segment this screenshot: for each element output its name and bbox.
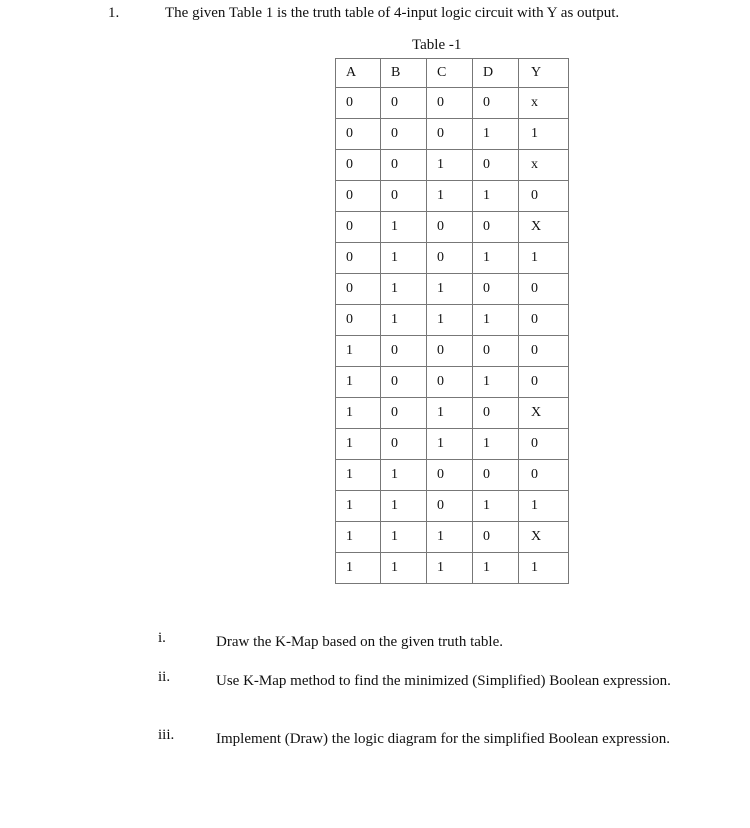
table-cell: 0 bbox=[381, 398, 427, 429]
table-cell: 0 bbox=[519, 274, 569, 305]
table-cell: 0 bbox=[427, 491, 473, 522]
table-cell: X bbox=[519, 522, 569, 553]
table-caption: Table -1 bbox=[412, 37, 462, 53]
question-number: 1. bbox=[108, 5, 120, 21]
table-cell: 1 bbox=[473, 429, 519, 460]
table-row bbox=[336, 181, 569, 212]
table-cell: 1 bbox=[519, 491, 569, 522]
table-row bbox=[336, 460, 569, 491]
subquestion-text: Use K-Map method to find the minimized (Simplified) Boolean expression. bbox=[216, 673, 671, 689]
table-cell: 0 bbox=[381, 150, 427, 181]
table-cell: 1 bbox=[473, 491, 519, 522]
table-cell: 0 bbox=[427, 367, 473, 398]
table-cell: 0 bbox=[427, 336, 473, 367]
table-cell: 0 bbox=[336, 181, 381, 212]
table-row bbox=[336, 305, 569, 336]
table-row bbox=[336, 88, 569, 119]
table-cell: 1 bbox=[336, 522, 381, 553]
table-cell: 1 bbox=[336, 367, 381, 398]
table-cell: 1 bbox=[336, 491, 381, 522]
table-cell: 1 bbox=[381, 243, 427, 274]
table-cell: x bbox=[519, 88, 569, 119]
table-cell: 0 bbox=[336, 150, 381, 181]
table-cell: 0 bbox=[473, 398, 519, 429]
table-cell: 0 bbox=[427, 119, 473, 150]
table-cell: 1 bbox=[336, 553, 381, 584]
table-row bbox=[336, 491, 569, 522]
table-cell: 1 bbox=[336, 460, 381, 491]
table-cell: 0 bbox=[519, 460, 569, 491]
table-cell: 1 bbox=[427, 181, 473, 212]
table-cell: 0 bbox=[473, 150, 519, 181]
table-cell: 1 bbox=[427, 553, 473, 584]
table-cell: 0 bbox=[473, 274, 519, 305]
table-row bbox=[336, 367, 569, 398]
table-cell: 1 bbox=[473, 553, 519, 584]
table-cell: 1 bbox=[473, 367, 519, 398]
table-cell: 0 bbox=[336, 243, 381, 274]
table-cell: 0 bbox=[519, 181, 569, 212]
table-cell: X bbox=[519, 212, 569, 243]
table-cell: 1 bbox=[427, 274, 473, 305]
table-cell: 0 bbox=[427, 88, 473, 119]
truth-table bbox=[335, 58, 569, 584]
table-cell: 0 bbox=[381, 88, 427, 119]
table-cell: 1 bbox=[381, 274, 427, 305]
table-cell: 1 bbox=[336, 398, 381, 429]
table-cell: 0 bbox=[473, 88, 519, 119]
table-cell: 0 bbox=[381, 429, 427, 460]
table-cell: 0 bbox=[381, 336, 427, 367]
table-row bbox=[336, 150, 569, 181]
table-cell: 1 bbox=[473, 305, 519, 336]
table-row bbox=[336, 398, 569, 429]
table-cell: 0 bbox=[336, 212, 381, 243]
table-row bbox=[336, 243, 569, 274]
table-cell: 1 bbox=[519, 119, 569, 150]
table-row bbox=[336, 119, 569, 150]
table-cell: 1 bbox=[381, 212, 427, 243]
table-cell: 0 bbox=[519, 367, 569, 398]
table-cell: 1 bbox=[473, 119, 519, 150]
header-cell: A bbox=[336, 59, 381, 88]
header-cell: B bbox=[381, 59, 427, 88]
table-cell: 1 bbox=[381, 553, 427, 584]
table-row bbox=[336, 336, 569, 367]
table-row bbox=[336, 274, 569, 305]
header-cell: D bbox=[473, 59, 519, 88]
table-cell: 0 bbox=[473, 460, 519, 491]
table-cell: 0 bbox=[336, 88, 381, 119]
table-cell: 1 bbox=[473, 243, 519, 274]
table-cell: 1 bbox=[381, 305, 427, 336]
table-row bbox=[336, 212, 569, 243]
table-cell: 0 bbox=[473, 336, 519, 367]
table-cell: 0 bbox=[381, 181, 427, 212]
table-cell: 1 bbox=[381, 491, 427, 522]
table-cell: 0 bbox=[336, 274, 381, 305]
table-cell: 0 bbox=[381, 119, 427, 150]
table-cell: 0 bbox=[427, 460, 473, 491]
table-cell: 1 bbox=[336, 336, 381, 367]
table-cell: 0 bbox=[427, 243, 473, 274]
question-text: The given Table 1 is the truth table of 4-input logic circuit with Y as output. bbox=[165, 5, 620, 21]
table-cell: 1 bbox=[427, 398, 473, 429]
table-header-row bbox=[336, 59, 569, 88]
table-cell: 0 bbox=[336, 119, 381, 150]
table-row bbox=[336, 429, 569, 460]
table-cell: 0 bbox=[519, 336, 569, 367]
table-cell: 0 bbox=[519, 429, 569, 460]
subquestion-text: Draw the K-Map based on the given truth table. bbox=[216, 634, 503, 650]
table-cell: 1 bbox=[473, 181, 519, 212]
table-cell: X bbox=[519, 398, 569, 429]
subquestion-number: i. bbox=[158, 630, 166, 646]
subquestion-number: ii. bbox=[158, 669, 171, 685]
table-cell: 1 bbox=[427, 150, 473, 181]
table-cell: 0 bbox=[473, 212, 519, 243]
table-cell: 0 bbox=[473, 522, 519, 553]
table-cell: 0 bbox=[381, 367, 427, 398]
table-cell: 0 bbox=[336, 305, 381, 336]
table-cell: 1 bbox=[519, 243, 569, 274]
table-cell: 0 bbox=[427, 212, 473, 243]
table-cell: 1 bbox=[519, 553, 569, 584]
subquestion-number: iii. bbox=[158, 727, 175, 743]
table-cell: 1 bbox=[427, 429, 473, 460]
table-row bbox=[336, 522, 569, 553]
table-cell: 0 bbox=[519, 305, 569, 336]
table-cell: x bbox=[519, 150, 569, 181]
table-cell: 1 bbox=[336, 429, 381, 460]
table-cell: 1 bbox=[427, 305, 473, 336]
header-cell: Y bbox=[519, 59, 569, 88]
table-cell: 1 bbox=[427, 522, 473, 553]
subquestion-text: Implement (Draw) the logic diagram for the simplified Boolean expression. bbox=[216, 731, 671, 747]
table-row bbox=[336, 553, 569, 584]
table-cell: 1 bbox=[381, 460, 427, 491]
header-cell: C bbox=[427, 59, 473, 88]
table-cell: 1 bbox=[381, 522, 427, 553]
